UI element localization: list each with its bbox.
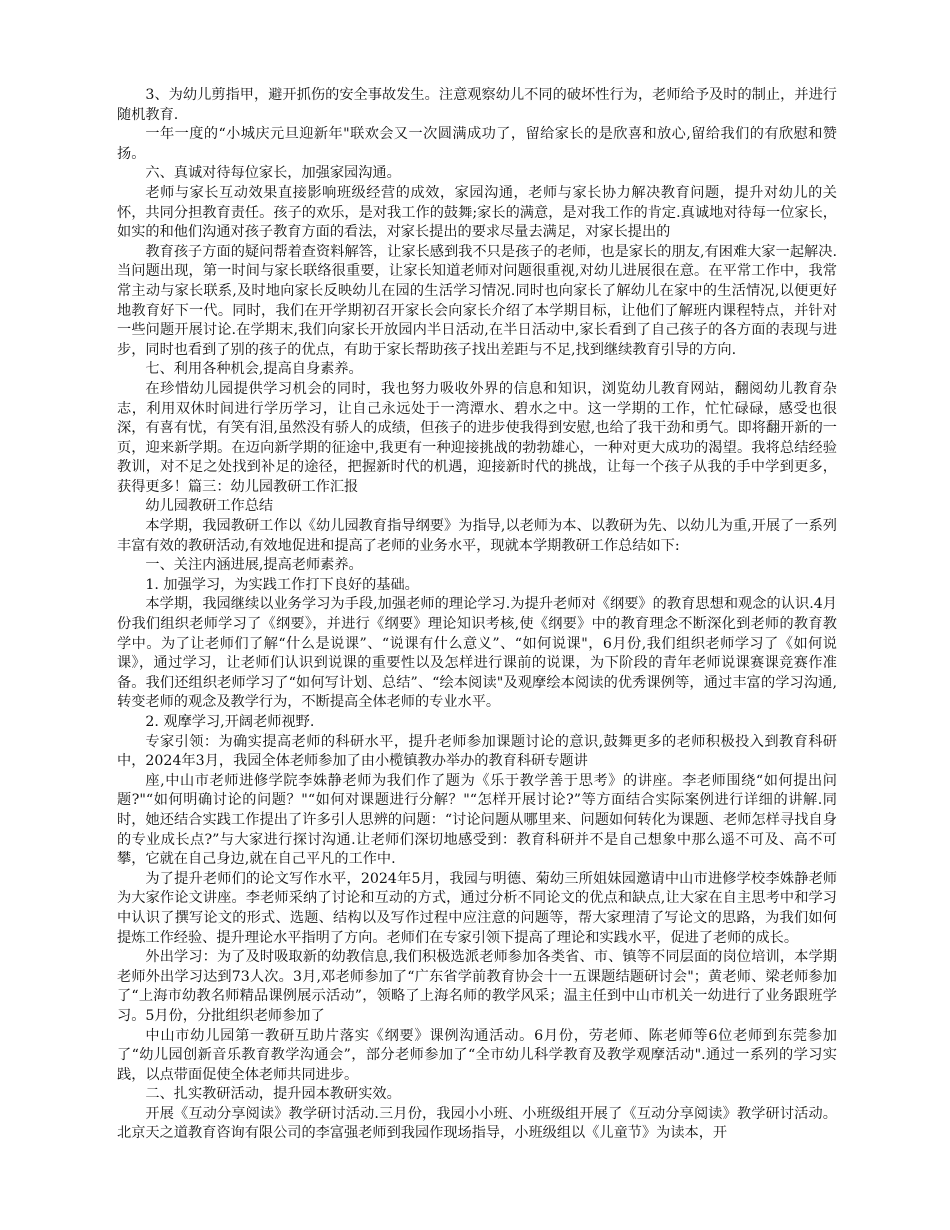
section-heading-6: 六、真诚对待每位家长，加强家园沟通。 [145, 165, 401, 182]
paragraph-4: 教育孩子方面的疑问帮着查资料解答，让家长感到我不只是孩子的老师，也是家长的朋友,有困难大家一起解决.当问题出现，第一时间与家长联络很重要，让家长知道老师对问题很重视,对幼儿进展很在意。在平常工作中，我常常主动与家长联系,及时地向家长反映幼儿在园的生活学习情况.同时也向家长了解幼儿在家中的生活情况,以便更好地教育好下一代。同时，我们在开学期初召开家长会向家长介绍了本学期目标，让他们了解班内课程特点，并针对一些问题开展讨论.在学期末,我们向家长开放园内半日活动,在半日活动中,家长看到了自己孩子的各方面的表现与进步，同时也看到了别的孩子的优点，有助于家长帮助孩子找出差距与不足,找到继续教育引导的方向. [117, 243, 837, 358]
document-title: 幼儿园教研工作总结 [145, 498, 274, 515]
paragraph-10: 为了提升老师们的论文写作水平，2024年5月，我园与明德、菊幼三所姐妹园邀请中山市进修学校李姝静老师为大家作论文讲座。李老师采纳了讨论和互动的方式，通过分析不同论文的优点和缺点,让大家在自主思考中和学习中认识了撰写论文的形式、选题、结构以及写作过程中应注意的问题等，帮大家理清了写论文的思路，为我们如何提炼工作经验、提升理论水平指明了方向。老师们在专家引领下提高了理论和实践水平，促进了老师的成长。 [117, 870, 837, 946]
paragraph-3: 老师与家长互动效果直接影响班级经营的成效，家园沟通，老师与家长协力解决教育问题，提升对幼儿的关怀，共同分担教育责任。孩子的欢乐，是对我工作的鼓舞;家长的满意，是对我工作的肯定.真诚地对待每一位家长，如实的和他们沟通对孩子教育方面的看法，对家长提出的要求尽量去满足，对家长提出的 [117, 184, 837, 241]
paragraph-8: 专家引领：为确实提高老师的科研水平，提升老师参加课题讨论的意识,鼓舞更多的老师积极投入到教育科研中，2024年3月，我园全体老师参加了由小榄镇教办举办的教育科研专题讲 [117, 733, 837, 770]
document-page [117, 86, 837, 1144]
paragraph-6: 本学期，我园教研工作以《幼儿园教育指导纲要》为指导,以老师为本、以教研为先、以幼儿为重,开展了一系列丰富有效的教研活动,有效地促进和提高了老师的业务水平，现就本学期教研工作总结如下: [117, 518, 837, 554]
paragraph-2: 一年一度的“小城庆元旦迎新年"联欢会又一次圆满成功了，留给家长的是欣喜和放心,留给我们的有欣慰和赞扬。 [117, 126, 837, 162]
paragraph-9: 座,中山市老师进修学院李姝静老师为我们作了题为《乐于教学善于思考》的讲座。李老师围绕“如何提出问题?"“如何明确讨论的问题？"“如何对课题进行分解？"“怎样开展讨论?”等方面结合实际案例进行详细的讲解.同时，她还结合实践工作提出了许多引人思辨的问题：“讨论问题从哪里来、问题如何转化为课题、老师怎样寻找自身的专业成长点?”与大家进行探讨沟通.让老师们深切地感受到：教育科研并不是自己想象中那么遥不可及、高不可攀，它就在自己身边,就在自己平凡的工作中. [117, 772, 837, 868]
paragraph-13: 开展《互动分享阅读》教学研讨活动.三月份，我园小小班、小班级组开展了《互动分享阅读》教学研讨活动。北京天之道教育咨询有限公司的李富强老师到我园作现场指导，小班级组以《儿童节》为读本，开 [117, 1105, 837, 1142]
section-heading-2: 二、扎实教研活动，提升园本教研实效。 [145, 1086, 401, 1103]
section-heading-1: 一、关注内涵进展,提高老师素养。 [145, 557, 363, 574]
paragraph-12: 中山市幼儿园第一教研互助片落实《纲要》课例沟通活动。6月份，劳老师、陈老师等6位老师到东莞参加了“幼儿园创新音乐教育教学沟通会”，部分老师参加了“全市幼儿科学教育及教学观摩活动".通过一系列的学习实践，以点带面促使全体老师共同进步。 [117, 1027, 837, 1083]
paragraph-5: 在珍惜幼儿园提供学习机会的同时，我也努力吸收外界的信息和知识，浏览幼儿教育网站，翻阅幼儿教育杂志，利用双休时间进行学历学习，让自己永远处于一湾潭水、碧水之中。这一学期的工作，忙忙碌碌，感受也很深，有喜有忧，有笑有泪,虽然没有骄人的成绩，但孩子的进步使我得到安慰,也给了我干劲和勇气。即将翻开新的一页，迎来新学期。在迈向新学期的征途中,我更有一种迎接挑战的勃勃雄心，一种对更大成功的渴望。我将总结经验教训，对不足之处找到补足的途径，把握新时代的机遇，迎接新时代的挑战，让每一个孩子从我的手中学到更多，获得更多！篇三：幼儿园教研工作汇报 [117, 380, 837, 495]
paragraph-7: 本学期，我园继续以业务学习为手段,加强老师的理论学习.为提升老师对《纲要》的教育思想和观念的认识.4月份我们组织老师学习了《纲要》，并进行《纲要》理论知识考核,使《纲要》中的教育理念不断深化到老师的教育教学中。为了让老师们了解“什么是说课”、“说课有什么意义”、“如何说课"，6月份,我们组织老师学习了《如何说课》，通过学习，让老师们认识到说课的重要性以及怎样进行课前的说课，为下阶段的青年老师说课赛课竞赛作准备。我们还组织老师学习了“如何写计划、总结”、“绘本阅读"及观摩绘本阅读的优秀课例等，通过丰富的学习沟通,转变老师的观念及教学行为，不断提高全体老师的专业水平。 [117, 596, 837, 711]
paragraph-1: 3、为幼儿剪指甲，避开抓伤的安全事故发生。注意观察幼儿不同的破坏性行为，老师给予及时的制止，并进行随机教育. [117, 87, 837, 123]
subheading-1: 1. 加强学习，为实践工作打下良好的基础。 [145, 576, 419, 593]
section-heading-7: 七、利用各种机会,提高自身素养。 [145, 361, 363, 378]
paragraph-11: 外出学习：为了及时吸取新的幼教信息,我们积极选派老师参加各类省、市、镇等不同层面的岗位培训，本学期老师外出学习达到73人次。3月,邓老师参加了“广东省学前教育协会十一五课题结题研讨会"；黄老师、梁老师参加了“上海市幼教名师精品课例展示活动”，领略了上海名师的教学风采；温主任到中山市机关一幼进行了业务跟班学习。5月份，分批组织老师参加了 [117, 949, 837, 1024]
subheading-2: 2. 观摩学习,开阔老师视野. [145, 714, 315, 730]
